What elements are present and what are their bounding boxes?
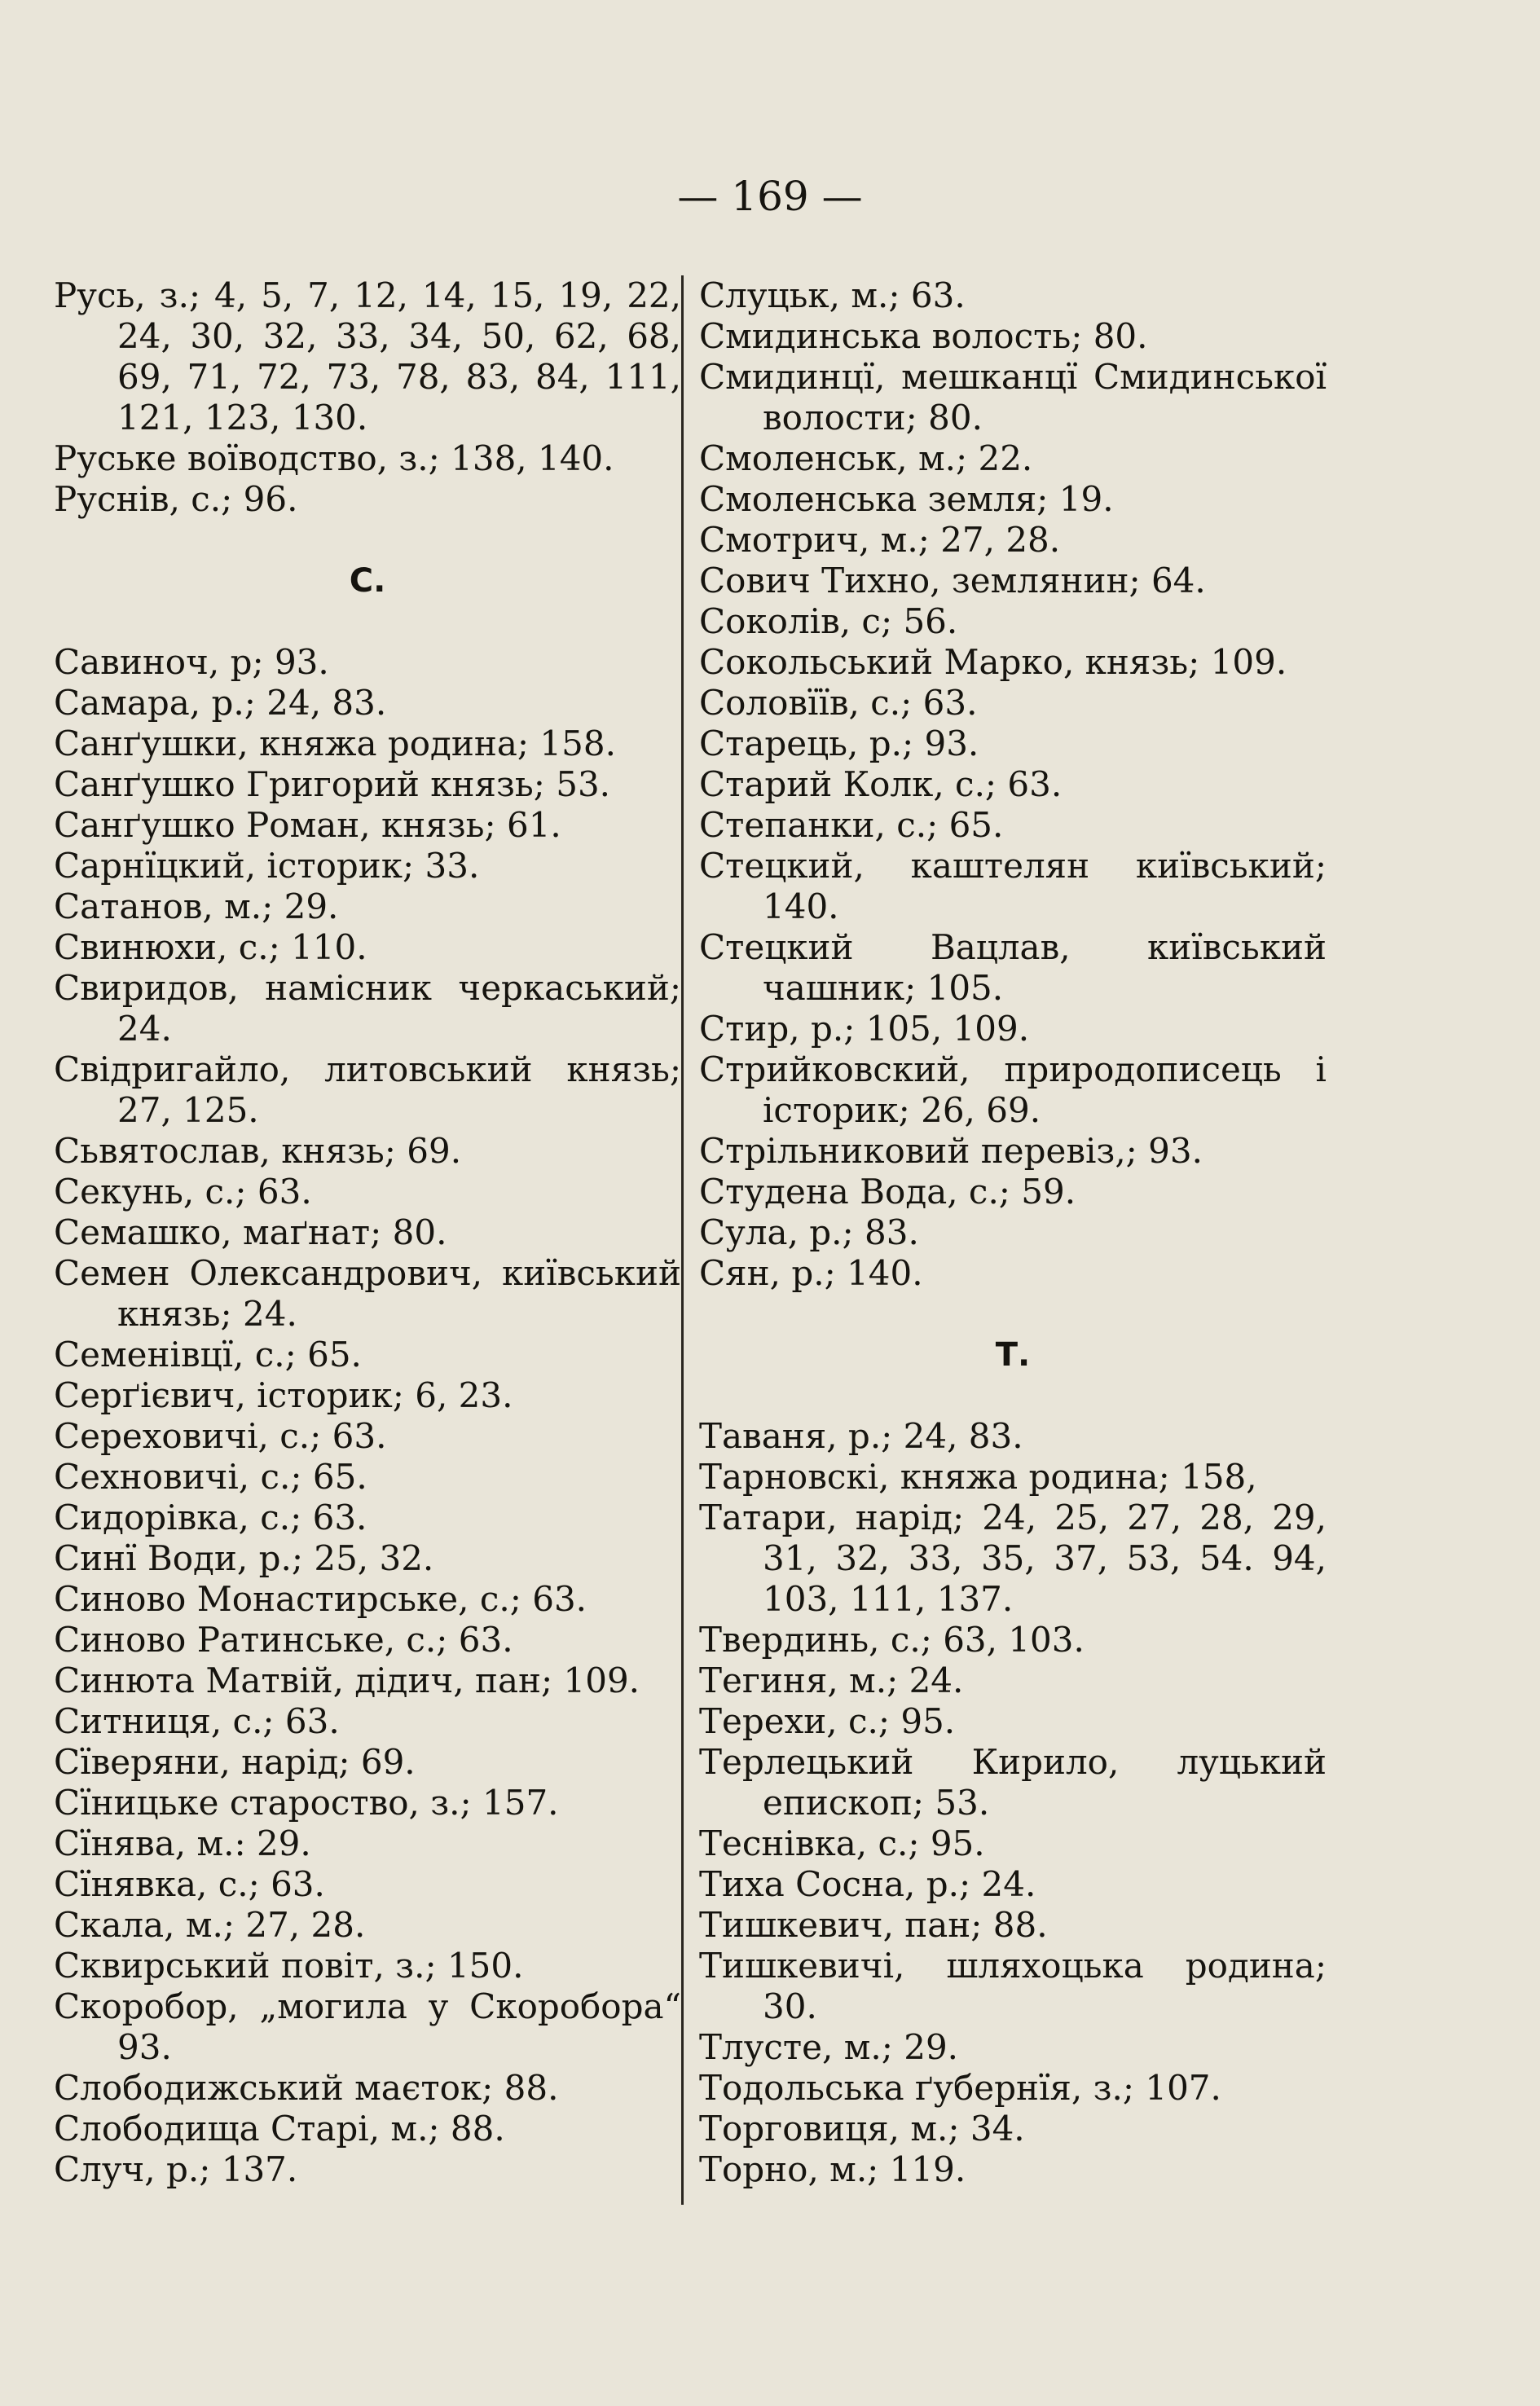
page-number: — 169 — [677,173,863,220]
index-entry: Стрільниковий перевіз,; 93. [699,1131,1203,1171]
index-entry: Савиноч, р; 93. [54,642,329,682]
index-entry: Скала, м.; 27, 28. [54,1905,366,1945]
index-entry: Сокольський Марко, князь; 109. [699,642,1287,682]
index-entry: Скоробор, „могила у Скоробора“ 93. [54,1986,681,2067]
index-entry: Санґушки, княжа родина; 158. [54,724,616,763]
index-entry: Стецкий Вацлав, київський чашник; 105. [699,927,1327,1008]
index-entry: Сян, р.; 140. [699,1253,923,1293]
index-entry: Ситниця, с.; 63. [54,1701,340,1741]
index-entry: Серґієвич, історик; 6, 23. [54,1375,513,1415]
index-entry: Сереховичі, с.; 63. [54,1416,387,1456]
index-entry: Сула, р.; 83. [699,1212,919,1252]
index-entry: Таваня, р.; 24, 83. [699,1416,1023,1456]
index-entry: Старець, р.; 93. [699,724,979,763]
index-entry: Теснівка, с.; 95. [699,1823,985,1863]
index-entry: Смидинцї, мешканцї Смидинської волости; 80. [699,357,1327,438]
index-entry: Торговиця, м.; 34. [699,2109,1025,2149]
index-entry: Соколів, с; 56. [699,601,958,641]
index-entry: Торно, м.; 119. [699,2149,966,2189]
index-entry: Семашко, маґнат; 80. [54,1212,447,1252]
index-entry: Смидинська волость; 80. [699,316,1148,356]
left-column [54,275,681,2190]
index-entry: Свинюхи, с.; 110. [54,927,367,967]
index-entry: Твердинь, с.; 63, 103. [699,1620,1085,1660]
index-entry: Семен Олександрович, київський князь; 24. [54,1253,681,1334]
index-entry: Тегиня, м.; 24. [699,1660,964,1700]
index-entry: Синово Монастирське, с.; 63. [54,1579,587,1619]
index-entry: Слободища Старі, м.; 88. [54,2109,505,2149]
index-entry: Тишкевич, пан; 88. [699,1905,1048,1945]
section-letter: Т. [995,1336,1031,1374]
index-entry: Русь, з.; 4, 5, 7, 12, 14, 15, 19, 22, 24, 30, 32, 33, 34, 50, 62, 68, 69, 71, 72, 73, 78, 83, 84, 111, 121, 123, 130. [54,275,681,438]
index-entry: Свідригайло, литовський князь; 27, 125. [54,1049,681,1130]
index-entry: Сехновичі, с.; 65. [54,1457,367,1497]
index-entry: Руське воїводство, з.; 138, 140. [54,438,614,478]
index-entry: Сович Тихно, землянин; 64. [699,561,1206,600]
index-entry: Сатанов, м.; 29. [54,886,339,926]
index-entry: Тишкевичі, шляхоцька родина; 30. [699,1946,1327,2026]
index-entry: Сидорівка, с.; 63. [54,1498,367,1537]
index-entry: Татари, нарід; 24, 25, 27, 28, 29, 31, 32, 33, 35, 37, 53, 54. 94, 103, 111, 137. [699,1498,1327,1619]
index-entry: Руснів, с.; 96. [54,479,298,519]
index-entry: Смоленська земля; 19. [699,479,1114,519]
section-letter: С. [349,562,386,600]
index-entry: Тарновскі, княжа родина; 158, [699,1457,1257,1497]
index-entry: Старий Колк, с.; 63. [699,764,1063,804]
index-entry: Сьвятослав, князь; 69. [54,1131,462,1171]
index-entry: Сквирський повіт, з.; 150. [54,1946,524,1986]
index-entry: Тодольська ґубернїя, з.; 107. [699,2068,1221,2108]
column-divider [681,275,684,2205]
index-entry: Случ, р.; 137. [54,2149,298,2189]
index-entry: Слуцьк, м.; 63. [699,275,966,315]
index-entry: Стир, р.; 105, 109. [699,1009,1030,1049]
index-entry: Студена Вода, с.; 59. [699,1172,1076,1212]
index-entry: Стецкий, каштелян київський; 140. [699,846,1327,926]
index-entry: Самара, р.; 24, 83. [54,683,387,723]
index-entry: Смоленськ, м.; 22. [699,438,1033,478]
index-entry: Сїнявка, с.; 63. [54,1864,325,1904]
index-entry: Степанки, с.; 65. [699,805,1004,845]
index-entry: Тлусте, м.; 29. [699,2027,959,2067]
index-entry: Свиридов, намісник черкаський; 24. [54,968,681,1049]
index-entry: Смотрич, м.; 27, 28. [699,520,1061,560]
index-entry: Синюта Матвій, дідич, пан; 109. [54,1660,640,1700]
index-entry: Санґушко Роман, князь; 61. [54,805,561,845]
index-entry: Терехи, с.; 95. [699,1701,956,1741]
right-column [699,275,1327,2190]
index-entry: Сїницьке староство, з.; 157. [54,1783,559,1823]
index-entry: Слободижський маєток; 88. [54,2068,559,2108]
index-entry: Терлецький Кирило, луцький епископ; 53. [699,1742,1327,1823]
index-entry: Секунь, с.; 63. [54,1172,312,1212]
index-entry: Сарнїцкий, історик; 33. [54,846,480,886]
index-entry: Соловїїв, с.; 63. [699,683,978,723]
index-entry: Тиха Сосна, р.; 24. [699,1864,1036,1904]
index-entry: Синово Ратинське, с.; 63. [54,1620,513,1660]
index-entry: Стрийковский, природописець і історик; 26, 69. [699,1049,1327,1130]
index-entry: Санґушко Григорий князь; 53. [54,764,611,804]
index-entry: Семенівцї, с.; 65. [54,1335,362,1375]
index-entry: Сїверяни, нарід; 69. [54,1742,416,1782]
index-entry: Синї Води, р.; 25, 32. [54,1538,434,1578]
index-entry: Сїнява, м.: 29. [54,1823,311,1863]
